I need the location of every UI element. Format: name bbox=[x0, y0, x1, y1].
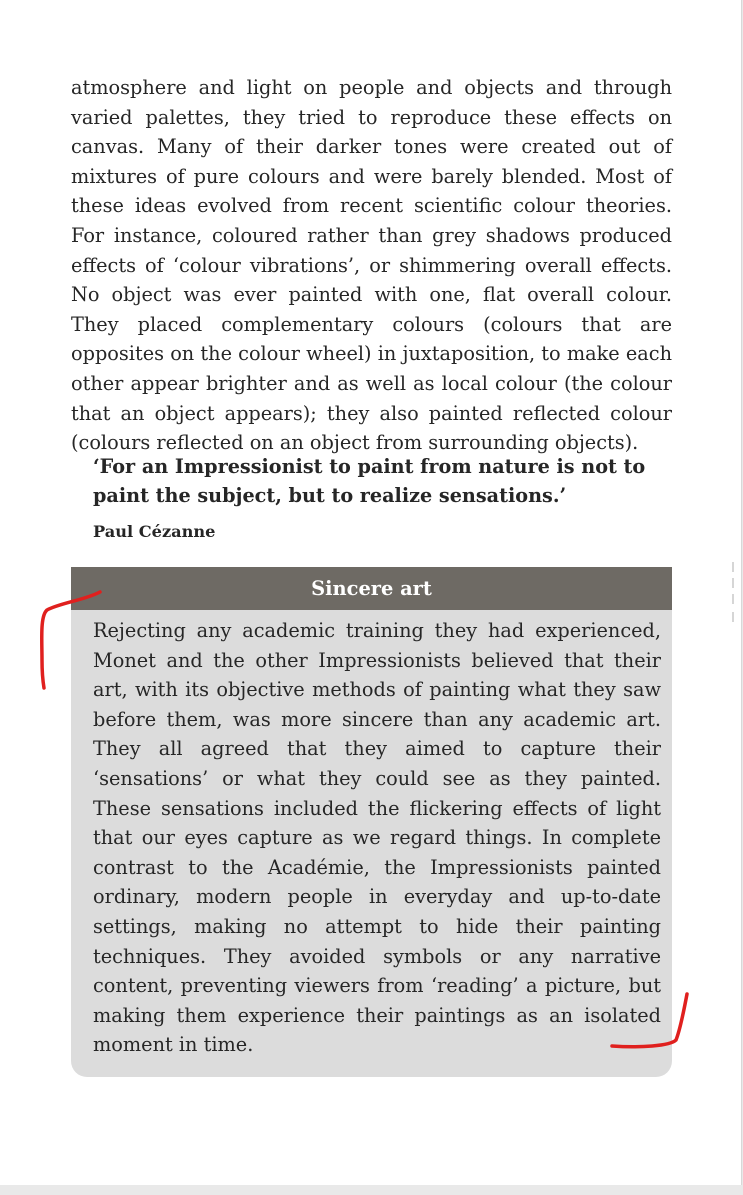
margin-binding-marks bbox=[728, 560, 738, 640]
sidebar-box-text: Rejecting any academic training they had experienced, Monet and the other Impressionists believed that their art, with its objective methods of painting what they saw before them, was more sincere than any academic art. They all agreed that they aimed to capture their ‘sensations’ or what they could see as they painted. These sensations included the flickering effects of light that our eyes capture as we regard things. In complete contrast to the Académie, the Impressionists painted ordinary, modern people in everyday and up-to-date settings, making no attempt to hide their painting techniques. They avoided symbols or any narrative content, preventing viewers from ‘reading’ a picture, but making them experience their paintings as an isolated moment in time. bbox=[93, 619, 661, 1057]
quote-attribution: Paul Cézanne bbox=[93, 522, 216, 541]
sidebar-box-heading: Sincere art bbox=[71, 567, 672, 610]
pull-quote: ‘For an Impressionist to paint from nature is not to paint the subject, but to realize sensations.’ bbox=[93, 455, 646, 507]
sidebar-box bbox=[71, 567, 672, 1077]
body-paragraph: atmosphere and light on people and objects and through varied palettes, they tried to reproduce these effects on canvas. Many of their darker tones were created out of mixtures of pure colours and were barely blended. Most of these ideas evolved from recent scientific colour theories. For instance, coloured rather than grey shadows produced effects of ‘colour vibrations’, or shimmering overall effects. No object was ever painted with one, flat overall colour. They placed complementary colours (colours that are opposites on the colour wheel) in juxtaposition, to make each other appear brighter and as well as local colour (the colour that an object appears); they also painted reflected colour (colours reflected on an object from surrounding objects). bbox=[71, 76, 672, 455]
